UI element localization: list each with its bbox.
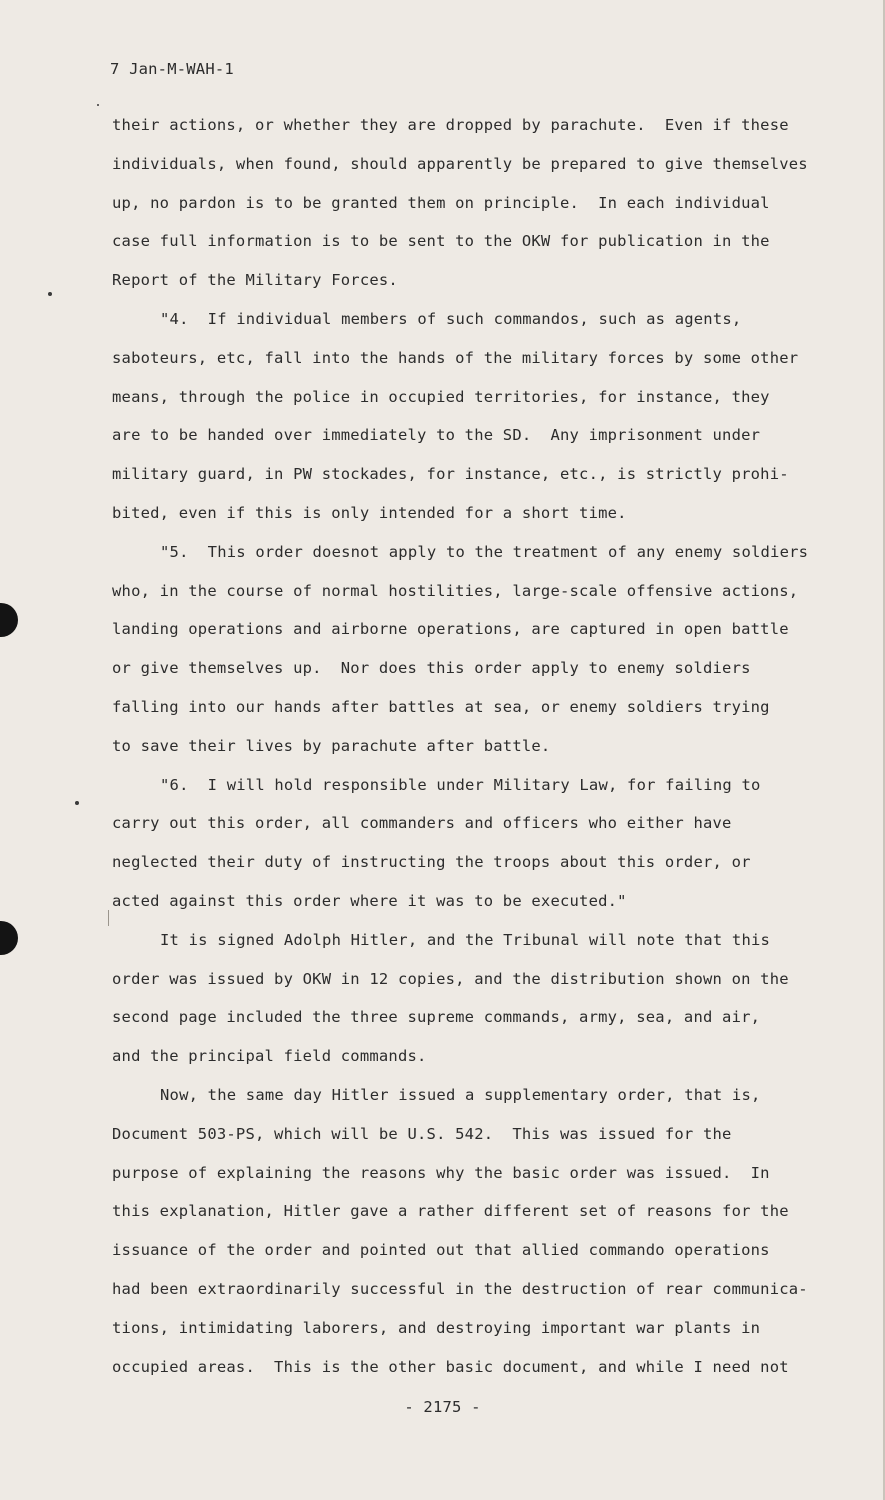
- text-line: It is signed Adolph Hitler, and the Tribunal will note that this: [160, 930, 771, 949]
- text-line: and the principal field commands.: [112, 1047, 427, 1066]
- text-line: neglected their duty of instructing the troops about this order, or: [112, 853, 751, 872]
- page-number: - 2175 -: [404, 1398, 481, 1416]
- ink-speck: [48, 292, 52, 296]
- text-line: occupied areas. This is the other basic document, and while I need not: [112, 1357, 789, 1376]
- text-line: purpose of explaining the reasons why the basic order was issued. In: [112, 1163, 770, 1182]
- text-line: Report of the Military Forces.: [112, 271, 398, 290]
- ink-speck: [97, 104, 99, 106]
- text-line: are to be handed over immediately to the SD. Any imprisonment under: [112, 426, 761, 445]
- text-line: tions, intimidating laborers, and destroying important war plants in: [112, 1318, 761, 1337]
- text-line: carry out this order, all commanders and officers who either have: [112, 814, 732, 833]
- text-line: second page included the three supreme commands, army, sea, and air,: [112, 1008, 761, 1027]
- text-line: acted against this order where it was to be executed.": [112, 891, 627, 910]
- punch-hole-upper: [0, 603, 18, 637]
- text-line: or give themselves up. Nor does this order apply to enemy soldiers: [112, 659, 751, 678]
- text-line: issuance of the order and pointed out that allied commando operations: [112, 1241, 770, 1260]
- text-line: landing operations and airborne operations, are captured in open battle: [112, 620, 789, 639]
- punch-hole-lower: [0, 921, 18, 955]
- text-line: falling into our hands after battles at sea, or enemy soldiers trying: [112, 697, 770, 716]
- text-line: their actions, or whether they are dropped by parachute. Even if these: [112, 116, 789, 134]
- margin-mark: [108, 910, 109, 926]
- header-reference: 7 Jan-M-WAH-1: [110, 60, 234, 78]
- text-line: case full information is to be sent to the OKW for publication in the: [112, 232, 770, 251]
- text-line: to save their lives by parachute after battle.: [112, 736, 551, 755]
- text-line: "6. I will hold responsible under Military Law, for failing to: [160, 775, 761, 794]
- text-line: individuals, when found, should apparently be prepared to give themselves: [112, 154, 808, 173]
- text-line: "4. If individual members of such commandos, such as agents,: [160, 309, 742, 328]
- body-text: [112, 112, 832, 1392]
- text-line: Document 503-PS, which will be U.S. 542. This was issued for the: [112, 1124, 732, 1143]
- ink-speck: [75, 801, 79, 805]
- text-line: bited, even if this is only intended for a short time.: [112, 503, 627, 522]
- text-line: up, no pardon is to be granted them on principle. In each individual: [112, 193, 770, 212]
- text-line: had been extraordinarily successful in the destruction of rear communica-: [112, 1279, 808, 1298]
- text-line: this explanation, Hitler gave a rather different set of reasons for the: [112, 1202, 789, 1221]
- text-line: means, through the police in occupied territories, for instance, they: [112, 387, 770, 406]
- text-line: Now, the same day Hitler issued a supplementary order, that is,: [160, 1085, 761, 1104]
- text-line: saboteurs, etc, fall into the hands of the military forces by some other: [112, 348, 799, 367]
- text-line: order was issued by OKW in 12 copies, and the distribution shown on the: [112, 969, 789, 988]
- text-line: military guard, in PW stockades, for instance, etc., is strictly prohi-: [112, 465, 789, 484]
- text-line: who, in the course of normal hostilities, large-scale offensive actions,: [112, 581, 799, 600]
- text-line: "5. This order doesnot apply to the treatment of any enemy soldiers: [160, 542, 809, 561]
